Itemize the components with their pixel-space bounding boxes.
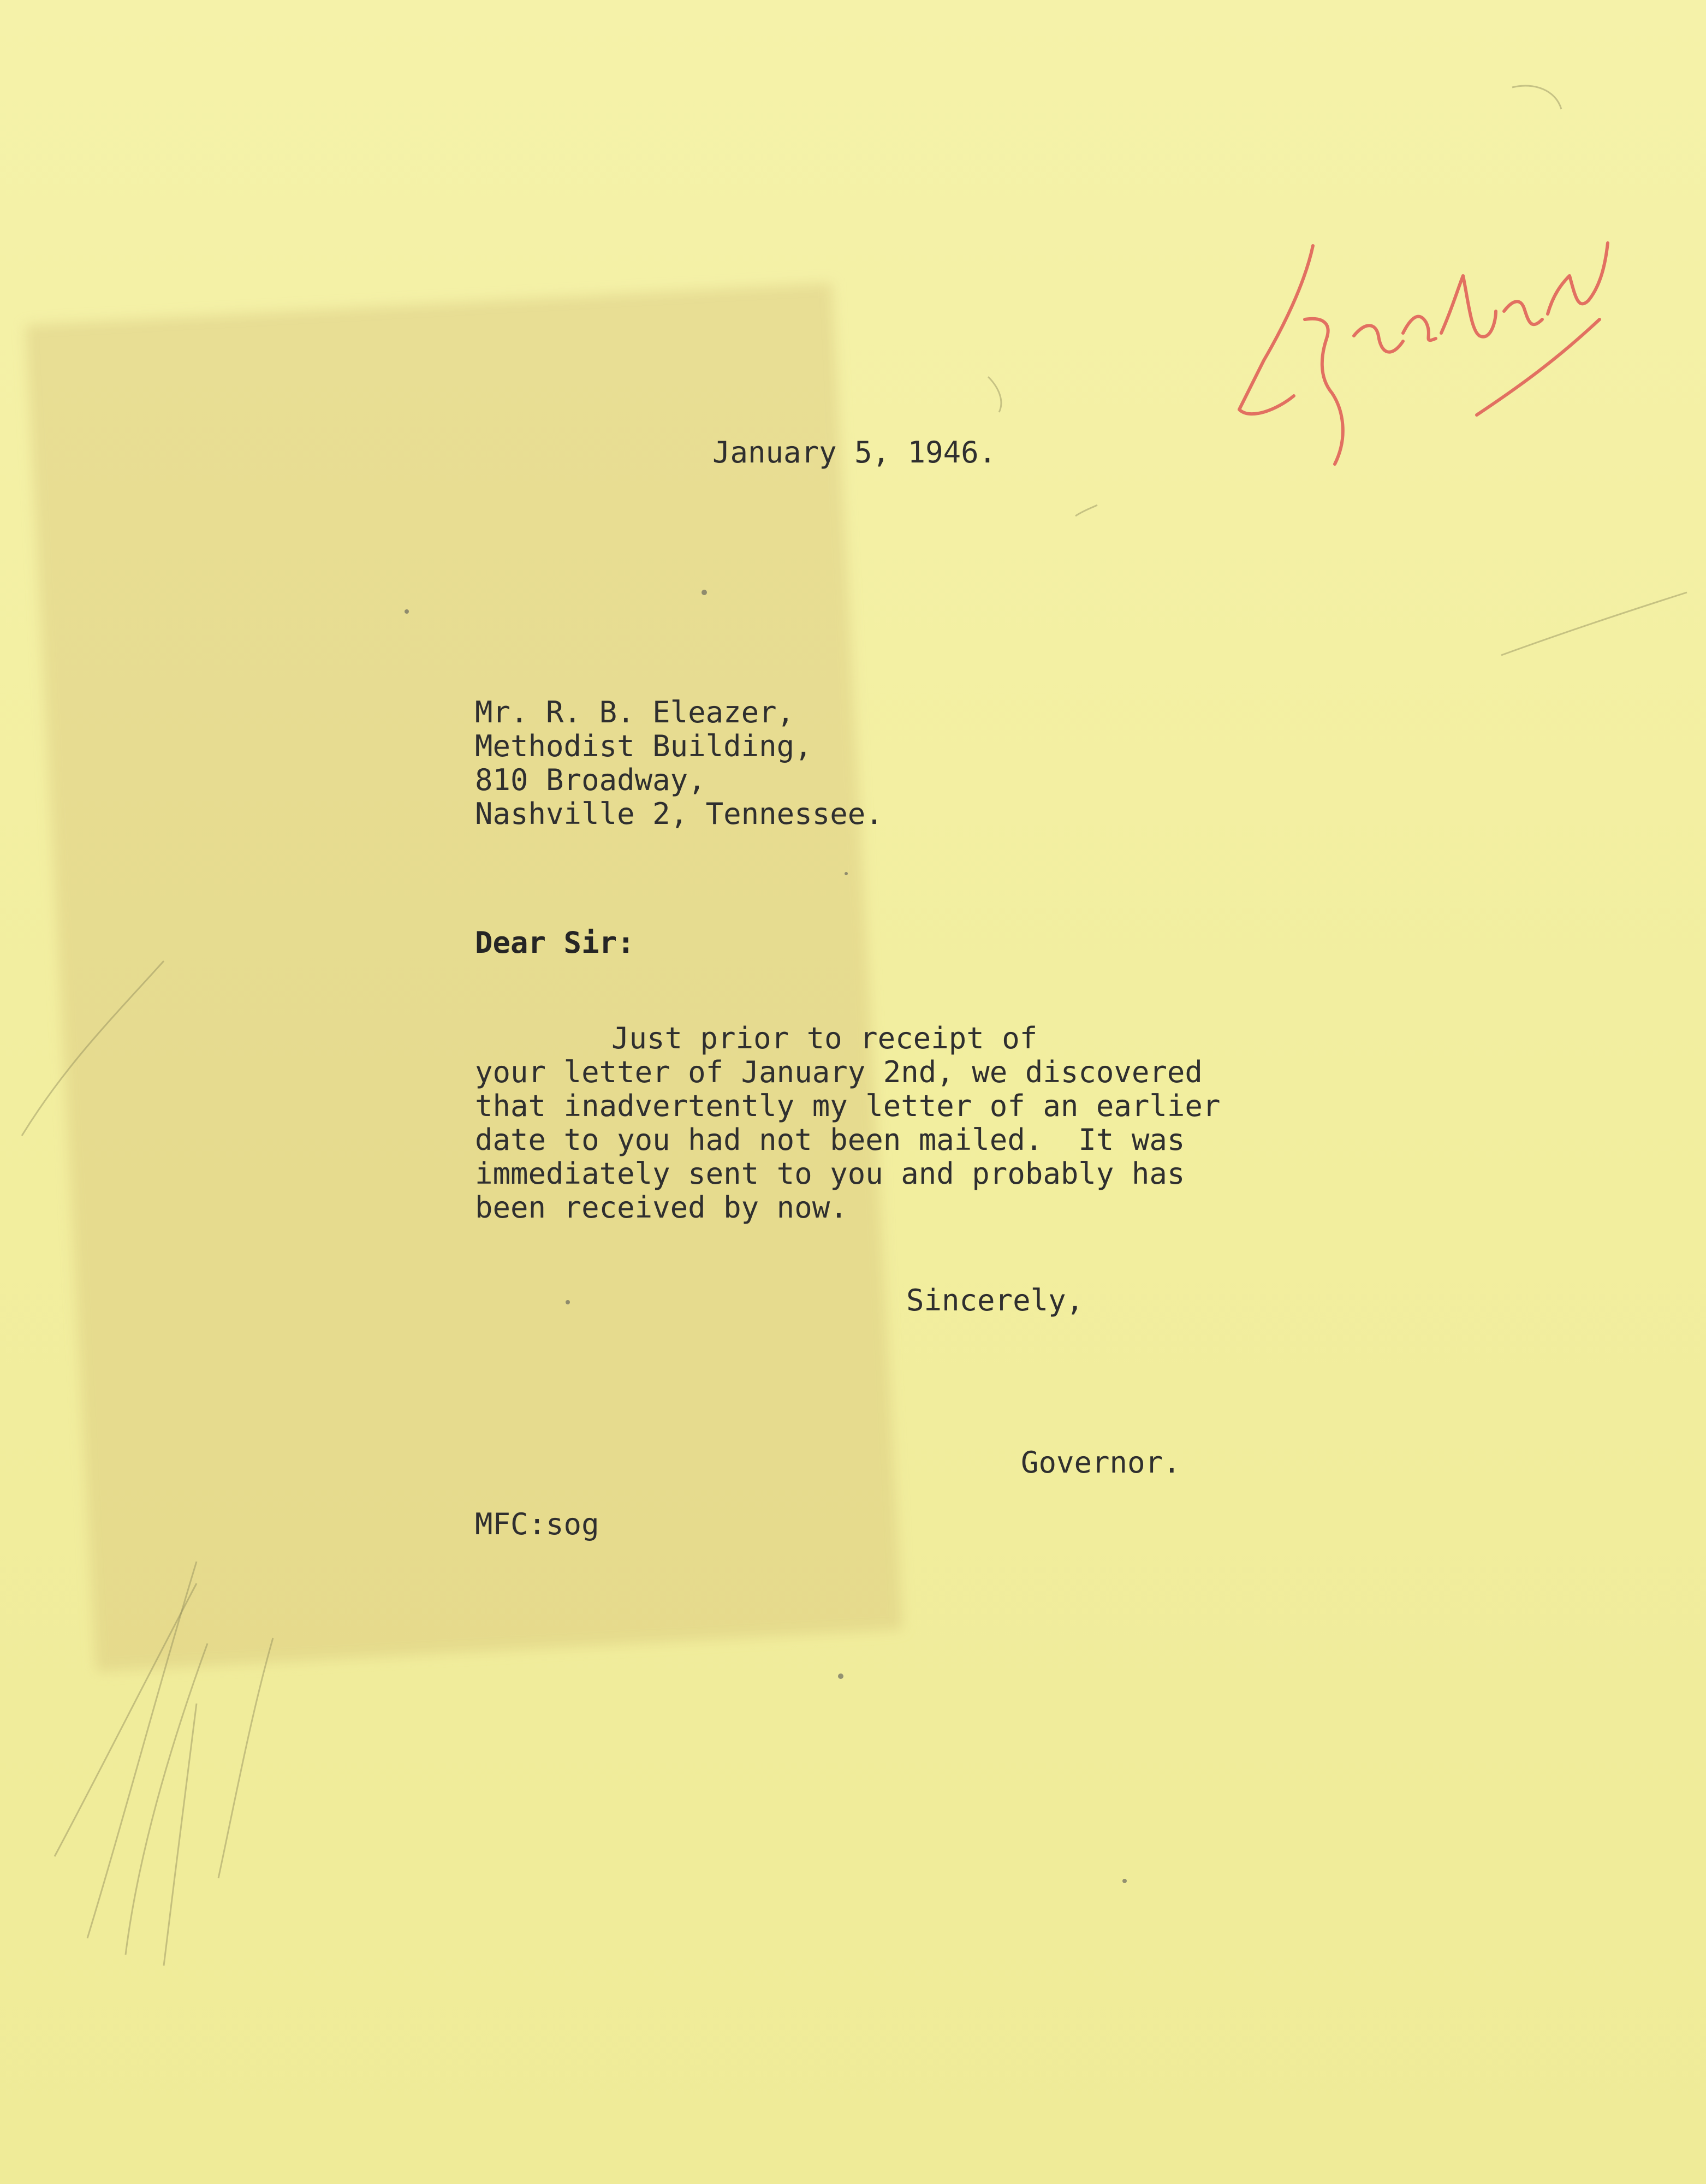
body-line: date to you had not been mailed. It was — [475, 1123, 1185, 1157]
body-line: immediately sent to you and probably has — [475, 1156, 1185, 1191]
scratch-mark — [1512, 86, 1561, 109]
recipient-name: Mr. R. B. Eleazer, — [475, 695, 795, 729]
scratch-mark — [988, 377, 1001, 412]
body-line: been received by now. — [475, 1190, 848, 1225]
paper-speck — [838, 1673, 843, 1679]
body-line: that inadvertently my letter of an earlier — [475, 1089, 1221, 1123]
paper-speck — [566, 1300, 570, 1304]
scratch-mark — [55, 1583, 197, 1856]
scratch-mark — [87, 1562, 197, 1938]
salutation: Dear Sir: — [475, 925, 635, 960]
signature-title: Governor. — [1021, 1445, 1181, 1480]
handwritten-note — [1223, 180, 1616, 486]
closing: Sincerely, — [906, 1283, 1084, 1317]
scratch-mark — [1501, 592, 1687, 655]
paper-speck — [1122, 1879, 1127, 1883]
letter-date: January 5, 1946. — [712, 435, 997, 470]
scratch-mark — [126, 1643, 207, 1955]
reference-initials: MFC:sog — [475, 1507, 599, 1541]
paper-speck — [845, 872, 848, 875]
paper-speck — [405, 609, 409, 614]
scratch-mark — [1075, 505, 1097, 516]
recipient-street: 810 Broadway, — [475, 763, 706, 797]
recipient-city: Nashville 2, Tennessee. — [475, 797, 883, 831]
recipient-building: Methodist Building, — [475, 729, 812, 763]
scratch-mark — [164, 1704, 197, 1966]
scratch-mark — [218, 1638, 273, 1878]
paper-speck — [702, 590, 707, 595]
scratch-mark — [22, 961, 164, 1136]
body-line: Just prior to receipt of — [611, 1021, 1038, 1055]
body-line: your letter of January 2nd, we discovered — [475, 1055, 1203, 1089]
